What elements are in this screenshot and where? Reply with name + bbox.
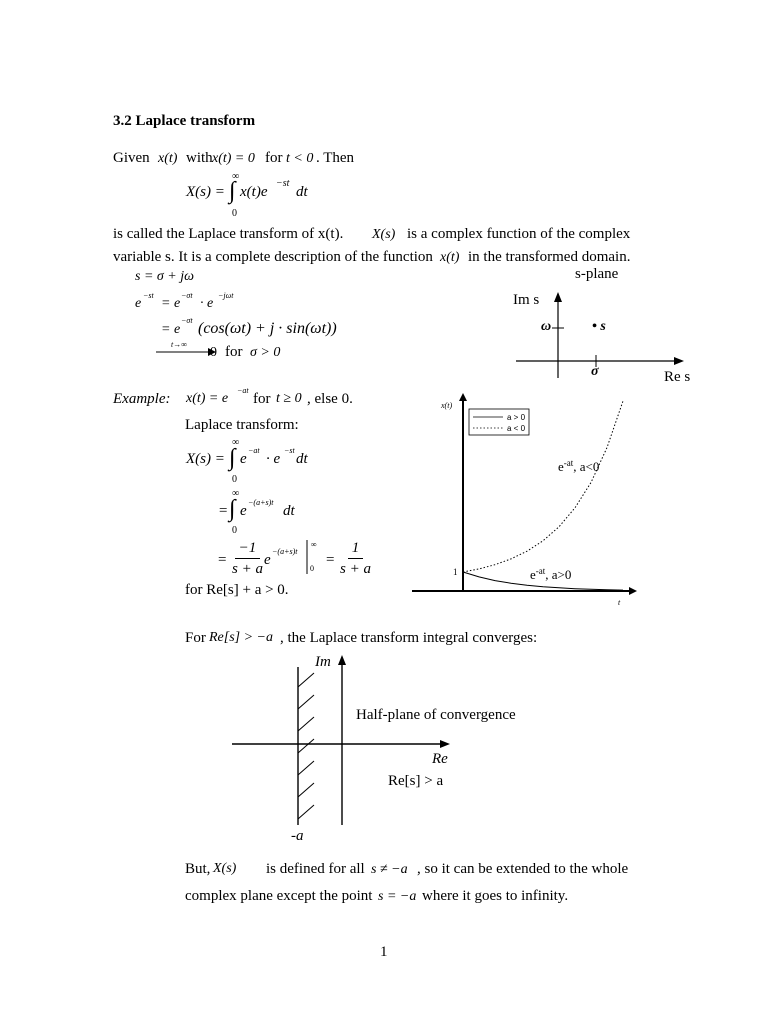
ex-eq1-lower: 0 (232, 474, 237, 485)
chart-annotation: $e^{-at}$, a>0 (530, 566, 572, 582)
eq1-b-exp: −σt (181, 291, 193, 300)
ex-eq3-bar-up: ∞ (311, 540, 317, 549)
s-plane-omega: ω (541, 319, 552, 334)
chart-y-tick-label: 1 (453, 567, 458, 577)
eq1-b: = e (161, 296, 181, 311)
example-label: Example: (113, 391, 171, 407)
eq1-c-exp: −jωt (218, 291, 234, 300)
s-plane-title: s-plane (575, 266, 619, 282)
conv-cond: Re[s] > −a (209, 630, 274, 645)
given-then: . Then (316, 150, 355, 166)
def-lower: 0 (232, 208, 237, 219)
half-plane-neg-a: -a (291, 828, 304, 844)
ex-eq2-lower: 0 (232, 525, 237, 536)
ex-eq3-num2: 1 (348, 540, 364, 559)
ex-eq2-a: e (240, 503, 247, 519)
eq2-a: = e (161, 322, 181, 337)
half-plane-label: Half-plane of convergence (356, 707, 516, 723)
ex-eq1-upper: ∞ (232, 437, 240, 448)
example-cond: t ≥ 0 (276, 391, 302, 406)
chart-x-arrow (629, 587, 637, 595)
lim-for: for (225, 344, 243, 360)
chart-y-arrow (459, 393, 467, 401)
conv-rest: , the Laplace transform integral converges: (280, 630, 538, 646)
ex-eq3-frac2 (336, 540, 375, 577)
half-plane-re: Re (432, 751, 448, 767)
ex-eq1-a: e (240, 451, 247, 467)
ex-eq3-e-exp: −(a+s)t (272, 547, 298, 556)
chart-legend (469, 409, 529, 435)
example-func: x(t) = e (186, 391, 229, 406)
ex-eq1-lhs: X(s) = (186, 451, 225, 467)
example-func-exp: −at (237, 386, 249, 395)
ex-eq2-a-exp: −(a+s)t (248, 498, 274, 507)
def-exp: −st (276, 178, 290, 189)
ex-for-line: for Re[s] + a > 0. (185, 582, 289, 598)
ex-eq3-eq2: = (326, 552, 335, 568)
final-l1b: is defined for all (266, 861, 365, 877)
ex-eq3-frac1 (228, 540, 267, 577)
final-l1x: X(s) (213, 861, 237, 876)
para-l1a: is called the Laplace transform of x(t). (113, 226, 344, 242)
s-plane-im-label: Im s (513, 292, 540, 308)
half-plane-lines (230, 655, 460, 835)
ex-eq3-den: s + a (232, 560, 263, 577)
given-cond: x(t) = 0 (212, 151, 255, 166)
def-integrand: x(t)e (240, 184, 268, 200)
para-l2x: x(t) (440, 250, 460, 265)
given-for: for (265, 150, 283, 166)
ex-eq3-den2: s + a (340, 560, 371, 577)
example-for: for (253, 391, 271, 407)
s-plane-axes (514, 290, 694, 380)
chart-legend-label: a < 0 (507, 424, 526, 433)
final-l2c: where it goes to infinity. (422, 888, 569, 904)
chart-legend-label: a > 0 (507, 413, 526, 422)
ex-eq2-dt: dt (283, 503, 295, 519)
given-xt: x(t) (158, 151, 178, 166)
chart-text-group (440, 401, 621, 607)
ex-eq1-a-exp: −at (248, 446, 260, 455)
def-dt: dt (296, 184, 308, 200)
s-plane-point: • s (592, 319, 606, 334)
half-plane-im: Im (315, 654, 331, 670)
given-tlt0: t < 0 (286, 151, 314, 166)
eq1-a-exp: −st (143, 291, 154, 300)
ex-eq3-e: e (264, 552, 271, 568)
ex-eq2-upper: ∞ (232, 488, 240, 499)
limit-arrow (156, 345, 217, 360)
given-with: with (186, 150, 213, 166)
chart-x-label: t (618, 598, 621, 607)
s-plane-sigma: σ (591, 364, 599, 379)
given-word: Given (113, 150, 150, 166)
page-number: 1 (380, 944, 388, 960)
ex-eq1-b-exp: −st (284, 446, 295, 455)
eq-s-def: s = σ + jω (135, 269, 195, 284)
ex-eq3-bar-low: 0 (310, 564, 314, 573)
def-integral-sign: ∫ (229, 178, 236, 204)
example-lt-label: Laplace transform: (185, 417, 299, 433)
example-else: , else 0. (307, 391, 353, 407)
eq1-c: · e (200, 296, 214, 311)
final-l1d: , so it can be extended to the whole (417, 861, 629, 877)
ex-eq3-eq: = (218, 552, 227, 568)
para-l2a: variable s. It is a complete description of the function (113, 249, 433, 265)
section-heading: 3.2 Laplace transform (113, 113, 256, 129)
def-lhs: X(s) = (186, 184, 225, 200)
final-l2a: complex plane except the point (185, 888, 373, 904)
eq2-a-exp: −σt (181, 316, 193, 325)
ex-eq2-integral: ∫ (229, 496, 236, 522)
chart-svg (410, 395, 640, 615)
eq2-b: (cos(ωt) + j · sin(ωt)) (198, 320, 337, 337)
chart-annotation: $e^{-at}$, a<0 (558, 458, 600, 474)
para-l1x: X(s) (372, 227, 396, 242)
final-l1a: But, (185, 861, 211, 877)
s-plane-re-label: Re s (664, 369, 691, 385)
para-l1b: is a complex function of the complex (407, 226, 631, 242)
chart-y-label: x(t) (441, 401, 453, 410)
conv-for: For (185, 630, 206, 646)
final-l1c: s ≠ −a (371, 862, 408, 877)
half-plane-cond: Re[s] > a (388, 773, 444, 789)
ex-eq1-dt: dt (296, 451, 308, 467)
ex-eq1-integral: ∫ (229, 445, 236, 471)
para-l2b: in the transformed domain. (468, 249, 631, 265)
ex-eq1-b: · e (266, 451, 281, 467)
lim-cond: σ > 0 (250, 345, 281, 360)
final-l2b: s = −a (378, 889, 417, 904)
lim-val: 0 (210, 345, 217, 360)
ex-eq3-num: −1 (235, 540, 261, 559)
ex-eq2-lhs: = (218, 503, 229, 519)
eq1-a: e (135, 296, 142, 311)
def-upper: ∞ (232, 171, 240, 182)
lim-label: t→∞ (171, 340, 187, 349)
